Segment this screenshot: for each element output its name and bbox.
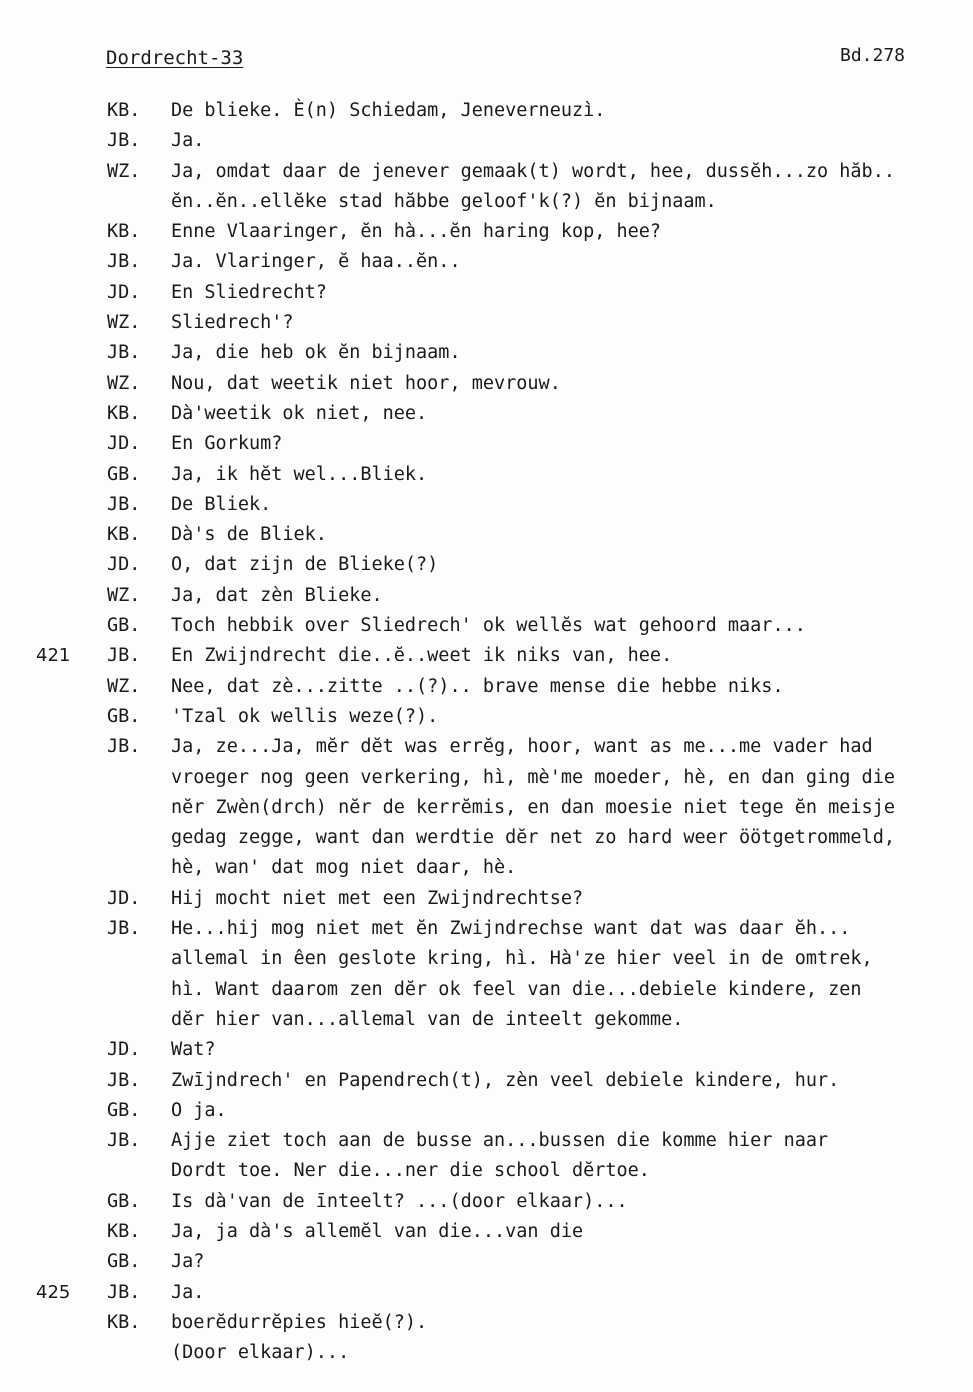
transcript-line <box>0 581 973 611</box>
utterance-text: gedag zegge, want dan werdtie dĕr net zo hard weer öötgetrommeld, <box>171 827 895 849</box>
speaker-code: GB. <box>107 1251 141 1273</box>
utterance-text: Toch hebbik over Sliedrech' ok wellĕs wat gehoord maar... <box>171 615 806 637</box>
speaker-code: JB. <box>107 1130 141 1152</box>
speaker-code: JB. <box>107 251 141 273</box>
speaker-code: JB. <box>107 342 141 364</box>
utterance-text: En Sliedrecht? <box>171 281 327 303</box>
transcript-line <box>0 884 973 914</box>
transcript-line <box>0 1005 973 1035</box>
utterance-text: De Bliek. <box>171 493 272 515</box>
utterance-text: Enne Vlaaringer, ĕn hà...ĕn haring kop, hee? <box>171 221 662 243</box>
utterance-text: ĕn..ĕn..ellĕke stad hăbbe geloof'k(?) ĕn bijnaam. <box>171 190 717 212</box>
transcript-line <box>0 369 973 399</box>
speaker-code: GB. <box>107 705 141 727</box>
speaker-code: KB. <box>107 1311 141 1333</box>
utterance-text: Nou, dat weetik niet hoor, mevrouw. <box>171 372 561 394</box>
speaker-code: WZ. <box>107 372 141 394</box>
transcript-line <box>0 126 973 156</box>
transcript-line <box>0 793 973 823</box>
transcript-line <box>0 429 973 459</box>
speaker-code: JB. <box>107 130 141 152</box>
transcript-line <box>0 399 973 429</box>
transcript-line <box>0 187 973 217</box>
utterance-text: nĕr Zwèn(drch) nĕr de kerrĕmis, en dan moesie niet tege ĕn meisje <box>171 796 895 818</box>
speaker-code: JD. <box>107 554 141 576</box>
speaker-code: JB. <box>107 736 141 758</box>
transcript-line <box>0 550 973 580</box>
transcript-line <box>0 823 973 853</box>
transcript-line <box>0 672 973 702</box>
utterance-text: Ja. <box>171 1281 205 1303</box>
utterance-text: dĕr hier van...allemal van de inteelt gekomme. <box>171 1008 684 1030</box>
transcript-line <box>0 157 973 187</box>
utterance-text: vroeger nog geen verkering, hì, mè'me moeder, hè, en dan ging die <box>171 766 895 788</box>
utterance-text: Ja. <box>171 130 205 152</box>
speaker-code: JB. <box>107 918 141 940</box>
speaker-code: GB. <box>107 463 141 485</box>
transcript-line <box>0 975 973 1005</box>
utterance-text: Dà'weetik ok niet, nee. <box>171 402 428 424</box>
speaker-code: GB. <box>107 615 141 637</box>
transcript-line <box>0 1096 973 1126</box>
speaker-code: JD. <box>107 433 141 455</box>
utterance-text: Ja, ik hĕt wel...Bliek. <box>171 463 428 485</box>
transcript-line <box>0 278 973 308</box>
utterance-text: Ja, dat zèn Blieke. <box>171 584 383 606</box>
utterance-text: Ja. Vlaringer, ĕ haa..ĕn.. <box>171 251 461 273</box>
speaker-code: JB. <box>107 1069 141 1091</box>
page-location-header: Dordrecht-33 <box>106 47 244 69</box>
utterance-text: allemal in êen geslote kring, hì. Hà'ze hier veel in de omtrek, <box>171 948 873 970</box>
utterance-text: De blieke. È(n) Schiedam, Jeneverneuzì. <box>171 100 606 121</box>
utterance-text: En Zwijndrecht die..ĕ..weet ik niks van, hee. <box>171 645 673 667</box>
transcript-line <box>0 853 973 883</box>
speaker-code: WZ. <box>107 675 141 697</box>
transcript-line <box>0 641 973 671</box>
utterance-text: En Gorkum? <box>171 433 283 455</box>
volume-number: Bd.278 <box>840 45 906 66</box>
utterance-text: Ajje ziet toch aan de busse an...bussen die komme hier naar <box>171 1130 829 1152</box>
line-number: 421 <box>36 645 71 667</box>
transcript-line <box>0 1247 973 1277</box>
utterance-text: Is dà'van de īnteelt? ...(door elkaar)... <box>171 1190 628 1212</box>
utterance-text: hè, wan' dat mog niet daar, hè. <box>171 857 517 879</box>
transcript-line <box>0 1126 973 1156</box>
transcript-line <box>0 338 973 368</box>
transcript-line <box>0 1217 973 1247</box>
transcript-line <box>0 702 973 732</box>
transcript-line <box>0 944 973 974</box>
utterance-text: He...hij mog niet met ĕn Zwijndrechse want dat was daar ĕh... <box>171 918 851 940</box>
speaker-code: JB. <box>107 645 141 667</box>
transcript-line <box>0 217 973 247</box>
utterance-text: hì. Want daarom zen dĕr ok feel van die...debiele kindere, zen <box>171 978 862 1000</box>
transcript-line <box>0 460 973 490</box>
utterance-text: Nee, dat zè...zitte ..(?).. brave mense die hebbe niks. <box>171 675 784 697</box>
transcript-line <box>0 1187 973 1217</box>
speaker-code: GB. <box>107 1099 141 1121</box>
transcript-line <box>0 1066 973 1096</box>
transcript-line <box>0 914 973 944</box>
transcript-line <box>0 96 973 126</box>
utterance-text: Sliedrech'? <box>171 312 294 334</box>
transcript-line <box>0 611 973 641</box>
speaker-code: JB. <box>107 1281 141 1303</box>
utterance-text: Zwījndrech' en Papendrech(t), zèn veel debiele kindere, hur. <box>171 1069 840 1091</box>
line-number: 425 <box>36 1281 71 1303</box>
speaker-code: JD. <box>107 1039 141 1061</box>
utterance-text: Ja, omdat daar de jenever gemaak(t) wordt, hee, dussĕh...zo hăb.. <box>171 160 895 182</box>
speaker-code: KB. <box>107 221 141 243</box>
utterance-text: (Door elkaar)... <box>171 1342 350 1364</box>
speaker-code: WZ. <box>107 160 141 182</box>
speaker-code: JB. <box>107 493 141 515</box>
transcript-line <box>0 732 973 762</box>
utterance-text: Ja? <box>171 1251 205 1273</box>
speaker-code: JD. <box>107 887 141 909</box>
speaker-code: WZ. <box>107 584 141 606</box>
transcript-line <box>0 1338 973 1368</box>
transcript-line <box>0 1035 973 1065</box>
transcript-line <box>0 1156 973 1186</box>
utterance-text: Dordt toe. Ner die...ner die school dĕrtoe. <box>171 1160 650 1182</box>
utterance-text: Ja, die heb ok ĕn bijnaam. <box>171 342 461 364</box>
utterance-text: Ja, ja dà's allemĕl van die...van die <box>171 1220 584 1242</box>
speaker-code: KB. <box>107 524 141 546</box>
transcript-line <box>0 308 973 338</box>
transcript-body <box>0 96 973 1368</box>
transcript-line <box>0 520 973 550</box>
speaker-code: KB. <box>107 1220 141 1242</box>
utterance-text: Ja, ze...Ja, mĕr dĕt was errĕg, hoor, want as me...me vader had <box>171 736 873 758</box>
speaker-code: KB. <box>107 100 141 121</box>
utterance-text: boerĕdurrĕpies hieĕ(?). <box>171 1311 428 1333</box>
utterance-text: O, dat zijn de Blieke(?) <box>171 554 439 576</box>
speaker-code: KB. <box>107 402 141 424</box>
utterance-text: O ja. <box>171 1099 227 1121</box>
transcript-line <box>0 1308 973 1338</box>
utterance-text: 'Tzal ok wellis weze(?). <box>171 705 439 727</box>
transcript-line <box>0 1278 973 1308</box>
utterance-text: Hij mocht niet met een Zwijndrechtse? <box>171 887 584 909</box>
transcript-line <box>0 490 973 520</box>
utterance-text: Dà's de Bliek. <box>171 524 327 546</box>
transcript-line <box>0 247 973 277</box>
speaker-code: WZ. <box>107 312 141 334</box>
speaker-code: JD. <box>107 281 141 303</box>
speaker-code: GB. <box>107 1190 141 1212</box>
transcript-line <box>0 763 973 793</box>
utterance-text: Wat? <box>171 1039 216 1061</box>
